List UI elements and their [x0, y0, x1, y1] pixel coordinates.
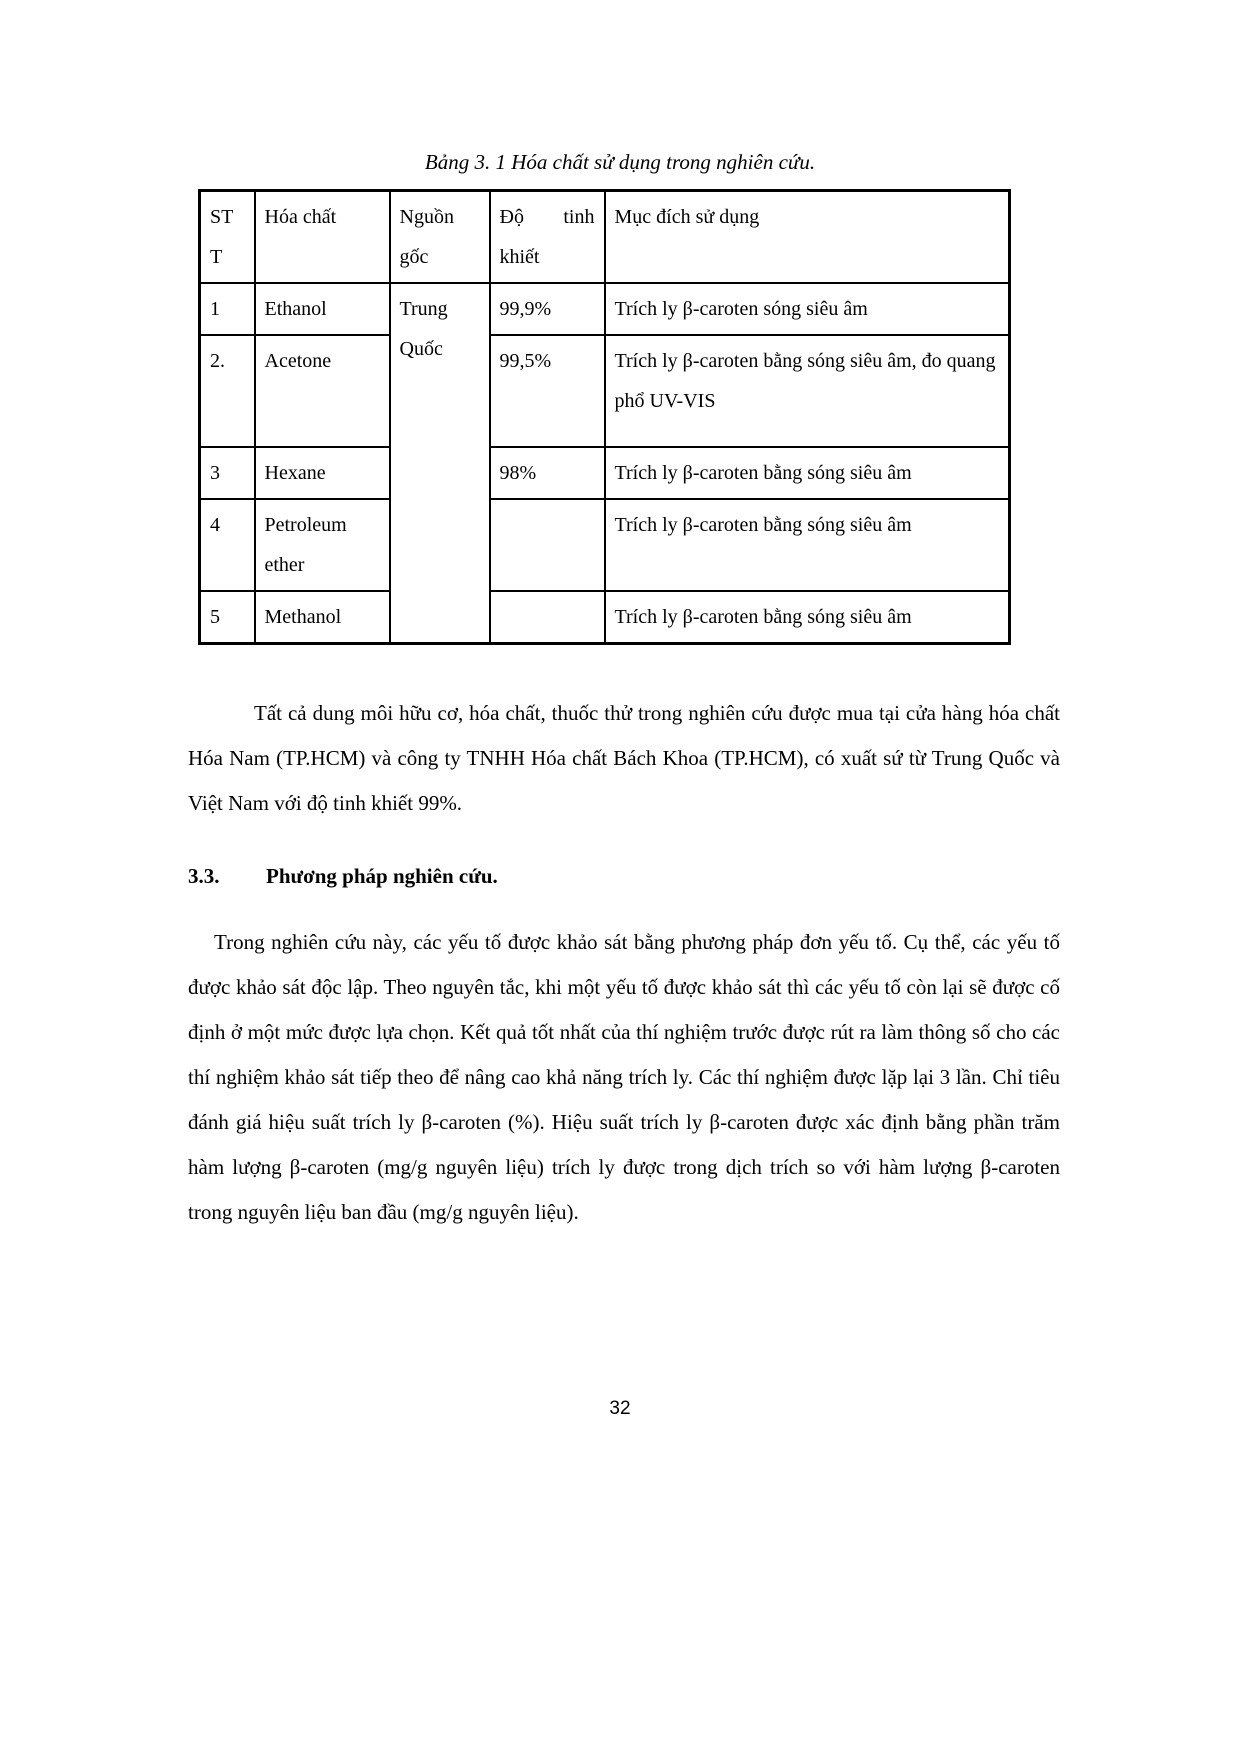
table-header-row	[200, 191, 1010, 284]
col-header-chemical: Hóa chất	[255, 191, 390, 284]
cell-purity: 99,9%	[490, 283, 605, 335]
table-row	[200, 335, 1010, 447]
cell-chemical: Ethanol	[255, 283, 390, 335]
paragraph-method: Trong nghiên cứu này, các yếu tố được khảo sát bằng phương pháp đơn yếu tố. Cụ thể, các yếu tố được khảo sát độc lập. Theo nguyên tắc, khi một yếu tố được khảo sát thì các yếu tố còn lại sẽ được cố định ở một mức được lựa chọn. Kết quả tốt nhất của thí nghiệm trước được rút ra làm thông số cho các thí nghiệm khảo sát tiếp theo để nâng cao khả năng trích ly. Các thí nghiệm được lặp lại 3 lần. Chỉ tiêu đánh giá hiệu suất trích ly β-caroten (%). Hiệu suất trích ly β-caroten được xác định bằng phần trăm hàm lượng β-caroten (mg/g nguyên liệu) trích ly được trong dịch trích so với hàm lượng β-caroten trong nguyên liệu ban đầu (mg/g nguyên liệu).	[188, 930, 1060, 1224]
cell-stt: 5	[200, 591, 255, 644]
col-header-purpose: Mục đích sử dụng	[605, 191, 1010, 284]
col-header-purity	[490, 191, 605, 284]
cell-purity: 99,5%	[490, 335, 605, 447]
table-caption: Bảng 3. 1 Hóa chất sử dụng trong nghiên cứu.	[424, 150, 816, 174]
cell-chemical: Petroleum ether	[255, 499, 390, 591]
cell-stt: 2.	[200, 335, 255, 447]
cell-stt: 3	[200, 447, 255, 499]
cell-purpose: Trích ly β-caroten bằng sóng siêu âm	[605, 499, 1010, 591]
cell-purity	[490, 591, 605, 644]
col-header-origin: Nguồn gốc	[390, 191, 490, 284]
table-row	[200, 447, 1010, 499]
table-row	[200, 499, 1010, 591]
purity-word-tinh: tinh	[563, 206, 595, 228]
chemicals-table	[198, 189, 1011, 645]
cell-purity	[490, 499, 605, 591]
cell-stt: 4	[200, 499, 255, 591]
cell-purpose: Trích ly β-caroten bằng sóng siêu âm, đo quang phổ UV-VIS	[605, 335, 1010, 447]
cell-purpose: Trích ly β-caroten bằng sóng siêu âm	[605, 447, 1010, 499]
cell-purpose: Trích ly β-caroten bằng sóng siêu âm	[605, 591, 1010, 644]
cell-chemical: Methanol	[255, 591, 390, 644]
body-text	[188, 691, 1060, 1235]
cell-stt: 1	[200, 283, 255, 335]
page-number: 32	[609, 1398, 631, 1419]
section-title: Phương pháp nghiên cứu.	[266, 864, 498, 888]
table-row	[200, 283, 1010, 335]
col-header-stt: STT	[200, 191, 255, 284]
section-heading	[188, 854, 1060, 899]
cell-chemical: Acetone	[255, 335, 390, 447]
paragraph-chemicals-source: Tất cả dung môi hữu cơ, hóa chất, thuốc thử trong nghiên cứu được mua tại cửa hàng hóa chất Hóa Nam (TP.HCM) và công ty TNHH Hóa chất Bách Khoa (TP.HCM), có xuất sứ từ Trung Quốc và Việt Nam với độ tinh khiết 99%.	[188, 701, 1060, 815]
cell-purpose: Trích ly β-caroten sóng siêu âm	[605, 283, 1010, 335]
purity-header-line1	[500, 197, 595, 237]
cell-chemical: Hexane	[255, 447, 390, 499]
cell-purity: 98%	[490, 447, 605, 499]
purity-word-khiet: khiết	[499, 246, 540, 268]
purity-word-do: Độ	[499, 206, 524, 228]
section-number: 3.3.	[188, 864, 220, 888]
cell-origin-merged: Trung Quốc	[390, 283, 490, 644]
table-row	[200, 591, 1010, 644]
